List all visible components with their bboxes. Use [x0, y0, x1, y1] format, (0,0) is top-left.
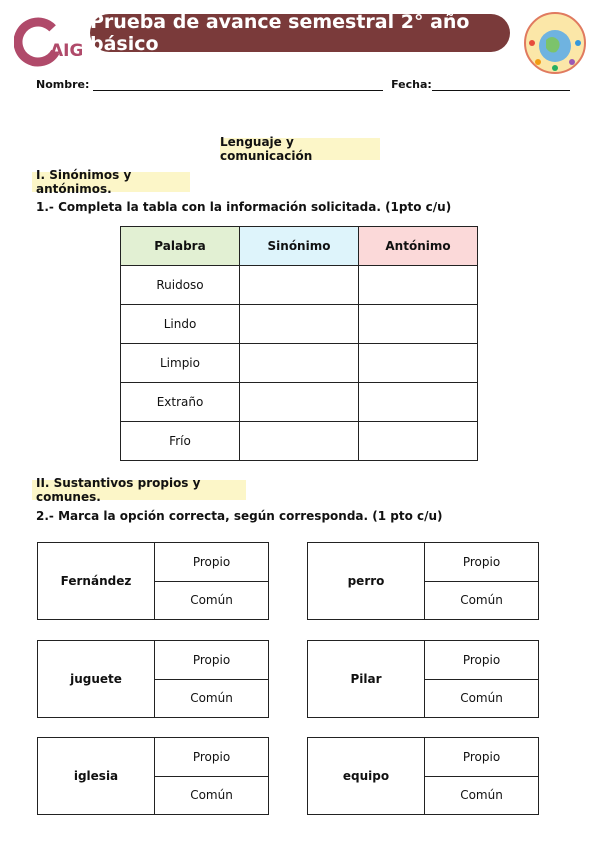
synonym-answer-cell[interactable] — [240, 383, 359, 422]
date-label: Fecha: — [391, 78, 432, 91]
school-logo — [14, 12, 82, 72]
section-2-heading: II. Sustantivos propios y comunes. — [32, 480, 246, 500]
noun-word: juguete — [38, 641, 155, 717]
noun-choice-box — [37, 640, 269, 718]
table-row — [121, 383, 478, 422]
noun-word: equipo — [308, 738, 425, 814]
name-field[interactable] — [93, 79, 383, 91]
section-1-heading: I. Sinónimos y antónimos. — [32, 172, 190, 192]
noun-choice-box — [37, 542, 269, 620]
synonym-answer-cell[interactable] — [240, 344, 359, 383]
noun-word: Pilar — [308, 641, 425, 717]
word-cell: Frío — [121, 422, 240, 461]
noun-choice-box — [307, 737, 539, 815]
synonyms-antonyms-table — [120, 226, 478, 461]
section-1-instruction: 1.- Completa la tabla con la información solicitada. (1pto c/u) — [36, 200, 452, 214]
option-propio[interactable]: Propio — [155, 738, 268, 777]
column-header-antonimo: Antónimo — [359, 227, 478, 266]
column-header-palabra: Palabra — [121, 227, 240, 266]
date-field[interactable] — [432, 79, 570, 91]
section-2-instruction: 2.- Marca la opción correcta, según corresponda. (1 pto c/u) — [36, 509, 443, 523]
table-row — [121, 344, 478, 383]
noun-choice-box — [307, 542, 539, 620]
svg-text:AIG: AIG — [50, 41, 82, 61]
antonym-answer-cell[interactable] — [359, 266, 478, 305]
option-propio[interactable]: Propio — [425, 543, 538, 582]
option-comun[interactable]: Común — [460, 788, 503, 803]
word-cell: Limpio — [121, 344, 240, 383]
option-comun[interactable]: Común — [190, 593, 233, 608]
noun-choice-box — [37, 737, 269, 815]
word-cell: Lindo — [121, 305, 240, 344]
word-cell: Extraño — [121, 383, 240, 422]
page-title: Prueba de avance semestral 2° año básico — [90, 14, 510, 52]
noun-choice-box — [307, 640, 539, 718]
antonym-answer-cell[interactable] — [359, 344, 478, 383]
noun-word: perro — [308, 543, 425, 619]
table-row — [121, 305, 478, 344]
synonym-answer-cell[interactable] — [240, 266, 359, 305]
integration-program-logo — [522, 10, 588, 76]
option-comun[interactable]: Común — [460, 593, 503, 608]
option-comun[interactable]: Común — [190, 691, 233, 706]
word-cell: Ruidoso — [121, 266, 240, 305]
option-propio[interactable]: Propio — [425, 738, 538, 777]
student-info-line — [36, 78, 570, 91]
table-row — [121, 422, 478, 461]
table-row — [121, 266, 478, 305]
table-header-row — [121, 227, 478, 266]
option-propio[interactable]: Propio — [155, 641, 268, 680]
antonym-answer-cell[interactable] — [359, 305, 478, 344]
subject-heading: Lenguaje y comunicación — [220, 138, 380, 160]
option-propio[interactable]: Propio — [155, 543, 268, 582]
name-label: Nombre: — [36, 78, 90, 91]
synonym-answer-cell[interactable] — [240, 422, 359, 461]
synonym-answer-cell[interactable] — [240, 305, 359, 344]
noun-word: Fernández — [38, 543, 155, 619]
noun-word: iglesia — [38, 738, 155, 814]
option-comun[interactable]: Común — [460, 691, 503, 706]
option-comun[interactable]: Común — [190, 788, 233, 803]
antonym-answer-cell[interactable] — [359, 422, 478, 461]
option-propio[interactable]: Propio — [425, 641, 538, 680]
antonym-answer-cell[interactable] — [359, 383, 478, 422]
column-header-sinonimo: Sinónimo — [240, 227, 359, 266]
